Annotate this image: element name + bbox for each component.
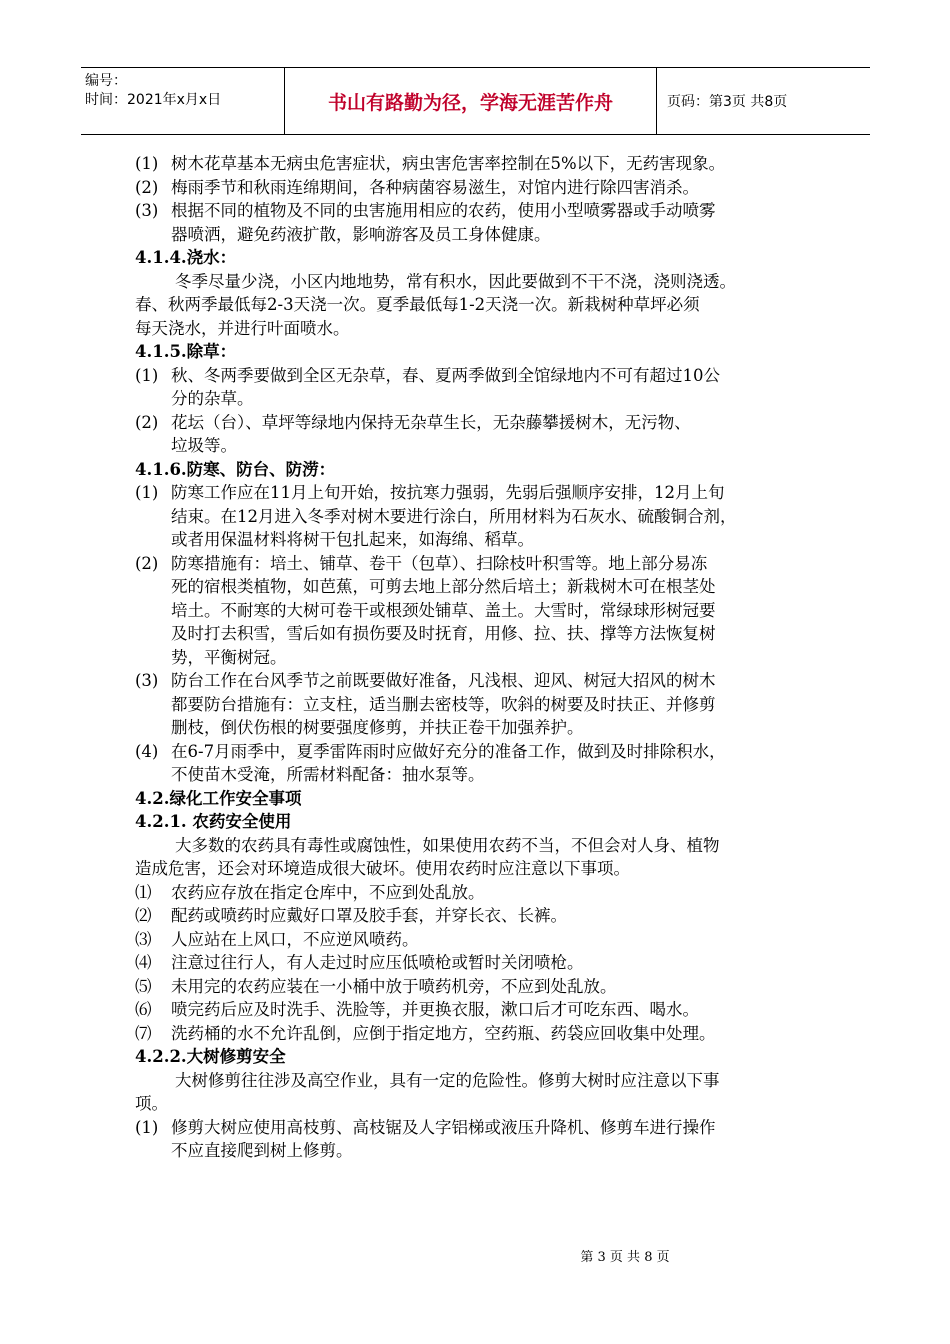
list-item: ⑷ 注意过往行人，有人走过时应压低喷枪或暂时关闭喷枪。 bbox=[135, 953, 584, 972]
section-heading: 4.1.6.防寒、防台、防涝： bbox=[135, 459, 336, 479]
list-item-continuation: 不应直接爬到树上修剪。 bbox=[171, 1141, 353, 1160]
list-item: (1) 秋、冬两季要做到全区无杂草，春、夏两季做到全馆绿地内不可有超过10公 bbox=[135, 365, 720, 385]
header-meta bbox=[81, 68, 285, 134]
list-item: (3) 根据不同的植物及不同的虫害施用相应的农药，使用小型喷雾器或手动喷雾 bbox=[135, 201, 716, 220]
list-item: ⑺ 洗药桶的水不允许乱倒，应倒于指定地方，空药瓶、药袋应回收集中处理。 bbox=[135, 1023, 716, 1043]
document-body bbox=[135, 152, 825, 1163]
section-heading: 4.2.2.大树修剪安全 bbox=[135, 1047, 286, 1066]
list-item-continuation: 垃圾等。 bbox=[171, 436, 237, 455]
section-heading: 4.2.1. 农药安全使用 bbox=[135, 812, 292, 831]
list-item-continuation: 不使苗木受淹，所需材料配备：抽水泵等。 bbox=[171, 765, 485, 784]
list-item-continuation: 器喷洒，避免药液扩散，影响游客及员工身体健康。 bbox=[171, 224, 551, 244]
section-heading: 4.2.绿化工作安全事项 bbox=[135, 788, 302, 808]
document-date-label: 时间：2021年x月x日 bbox=[85, 92, 222, 108]
list-item: ⑴ 农药应存放在指定仓库中，不应到处乱放。 bbox=[135, 882, 485, 902]
list-item-continuation: 势，平衡树冠。 bbox=[171, 647, 287, 667]
page-footer: 第 3 页 共 8 页 bbox=[580, 1250, 670, 1265]
list-item-continuation: 都要防台措施有：立支柱，适当删去密枝等，吹斜的树要及时扶正、并修剪 bbox=[171, 694, 716, 714]
header-motto: 书山有路勤为径，学海无涯苦作舟 bbox=[285, 68, 657, 134]
list-item: (2) 花坛（台）、草坪等绿地内保持无杂草生长，无杂藤攀援树木，无污物、 bbox=[135, 412, 691, 432]
list-item: (2) 梅雨季节和秋雨连绵期间，各种病菌容易滋生，对馆内进行除四害消杀。 bbox=[135, 177, 699, 197]
paragraph-line: 每天浇水，并进行叶面喷水。 bbox=[135, 318, 350, 338]
list-item-continuation: 培土。不耐寒的大树可卷干或根颈处铺草、盖土。大雪时，常绿球形树冠要 bbox=[171, 600, 716, 620]
document-number-label: 编号： bbox=[85, 73, 127, 89]
paragraph-line: 项。 bbox=[135, 1094, 168, 1113]
list-item: (1) 防寒工作应在11月上旬开始，按抗寒力强弱，先弱后强顺序安排，12月上旬 bbox=[135, 483, 725, 502]
list-item: (1) 修剪大树应使用高枝剪、高枝锯及人字铝梯或液压升降机、修剪车进行操作 bbox=[135, 1117, 716, 1137]
list-item: (3) 防台工作在台风季节之前既要做好准备，凡浅根、迎风、树冠大招风的树木 bbox=[135, 671, 716, 690]
paragraph-line: 冬季尽量少浇，小区内地地势，常有积水，因此要做到不干不浇，浇则浇透。 bbox=[175, 271, 736, 291]
list-item-continuation: 分的杂草。 bbox=[171, 389, 254, 408]
list-item: (2) 防寒措施有：培土、铺草、卷干（包草）、扫除枝叶积雪等。地上部分易冻 bbox=[135, 553, 708, 573]
page-header bbox=[81, 67, 870, 135]
list-item-continuation: 或者用保温材料将树干包扎起来，如海绵、稻草。 bbox=[171, 530, 534, 549]
list-item-continuation: 及时打去积雪，雪后如有损伤要及时抚育，用修、拉、扶、撑等方法恢复树 bbox=[171, 624, 716, 643]
list-item: (4) 在6-7月雨季中，夏季雷阵雨时应做好充分的准备工作，做到及时排除积水， bbox=[135, 741, 726, 761]
section-heading: 4.1.5.除草： bbox=[135, 342, 237, 361]
list-item-continuation: 删枝，倒伏伤根的树要强度修剪，并扶正卷干加强养护。 bbox=[171, 718, 584, 737]
list-item-continuation: 死的宿根类植物，如芭蕉，可剪去地上部分然后培土；新栽树木可在根茎处 bbox=[171, 577, 716, 596]
section-heading: 4.1.4.浇水： bbox=[135, 248, 237, 267]
paragraph-line: 春、秋两季最低每2-3天浇一次。夏季最低每1-2天浇一次。新栽树种草坪必须 bbox=[135, 295, 700, 314]
list-item-continuation: 结束。在12月进入冬季对树木要进行涂白，所用材料为石灰水、硫酸铜合剂， bbox=[171, 506, 737, 526]
list-item: ⑸ 未用完的农药应装在一小桶中放于喷药机旁，不应到处乱放。 bbox=[135, 976, 617, 996]
list-item: ⑹ 喷完药后应及时洗手、洗脸等，并更换衣服，漱口后才可吃东西、喝水。 bbox=[135, 1000, 699, 1019]
paragraph-line: 造成危害，还会对环境造成很大破坏。使用农药时应注意以下事项。 bbox=[135, 859, 630, 878]
paragraph-line: 大树修剪往往涉及高空作业，具有一定的危险性。修剪大树时应注意以下事 bbox=[175, 1070, 720, 1090]
header-page-info: 页码：第3页 共8页 bbox=[667, 94, 788, 110]
paragraph-line: 大多数的农药具有毒性或腐蚀性，如果使用农药不当，不但会对人身、植物 bbox=[175, 835, 720, 855]
list-item: ⑵ 配药或喷药时应戴好口罩及胶手套，并穿长衣、长裤。 bbox=[135, 906, 567, 925]
list-item: ⑶ 人应站在上风口，不应逆风喷药。 bbox=[135, 929, 419, 949]
list-item: (1) 树木花草基本无病虫危害症状，病虫害危害率控制在5%以下，无药害现象。 bbox=[135, 154, 726, 173]
